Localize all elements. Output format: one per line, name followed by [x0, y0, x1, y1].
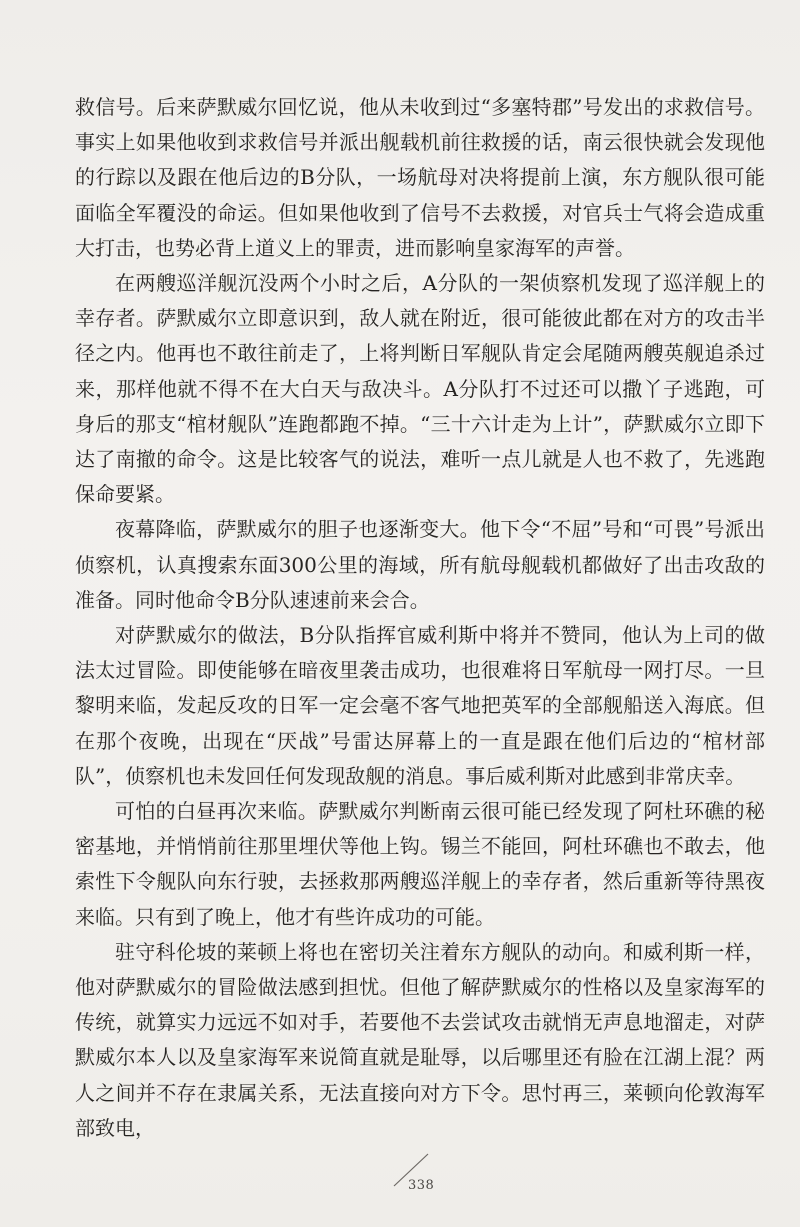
- page-footer: [380, 1150, 460, 1200]
- paragraph-3: 夜幕降临，萨默威尔的胆子也逐渐变大。他下令“不屈”号和“可畏”号派出侦察机，认真搜索东面300公里的海域，所有航母舰载机都做好了出击攻敌的准备。同时他命令B分队速速前来会合。: [75, 517, 765, 612]
- paragraph-6: 驻守科伦坡的莱顿上将也在密切关注着东方舰队的动向。和威利斯一样，他对萨默威尔的冒险做法感到担忧。但他了解萨默威尔的性格以及皇家海军的传统，就算实力远远不如对手，若要他不去尝试攻击就悄无声息地溜走，对萨默威尔本人以及皇家海军来说简直就是耻辱，以后哪里还有脸在江湖上混？两人之间并不存在隶属关系，无法直接向对方下令。思忖再三，莱顿向伦敦海军部致电，: [75, 939, 765, 1140]
- paragraph-2: 在两艘巡洋舰沉没两个小时之后，A分队的一架侦察机发现了巡洋舰上的幸存者。萨默威尔立即意识到，敌人就在附近，很可能彼此都在对方的攻击半径之内。他再也不敢往前走了，上将判断日军舰队肯定会尾随两艘英舰追杀过来，那样他就不得不在大白天与敌决斗。A分队打不过还可以撒丫子逃跑，可身后的那支“棺材舰队”连跑都跑不掉。“三十六计走为上计”，萨默威尔立即下达了南撤的命令。这是比较客气的说法，难听一点儿就是人也不救了，先逃跑保命要紧。: [75, 271, 765, 507]
- page-number: 338: [408, 1178, 435, 1193]
- paragraph-5: 可怕的白昼再次来临。萨默威尔判断南云很可能已经发现了阿杜环礁的秘密基地，并悄悄前往那里埋伏等他上钩。锡兰不能回，阿杜环礁也不敢去，他索性下令舰队向东行驶，去拯救那两艘巡洋舰上的幸存者，然后重新等待黑夜来临。只有到了晚上，他才有些许成功的可能。: [75, 799, 765, 929]
- paragraph-1: 救信号。后来萨默威尔回忆说，他从未收到过“多塞特郡”号发出的求救信号。事实上如果他收到求救信号并派出舰载机前往救援的话，南云很快就会发现他的行踪以及跟在他后边的B分队，一场航母对决将提前上演，东方舰队很可能面临全军覆没的命运。但如果他收到了信号不去救援，对官兵士气将会造成重大打击，也势必背上道义上的罪责，进而影响皇家海军的声誉。: [75, 95, 765, 260]
- paragraph-4: 对萨默威尔的做法，B分队指挥官威利斯中将并不赞同，他认为上司的做法太过冒险。即使能够在暗夜里袭击成功，也很难将日军航母一网打尽。一旦黎明来临，发起反攻的日军一定会毫不客气地把英军的全部舰船送入海底。但在那个夜晚，出现在“厌战”号雷达屏幕上的一直是跟在他们后边的“棺材部队”，侦察机也未发回任何发现敌舰的消息。事后威利斯对此感到非常庆幸。: [75, 623, 765, 788]
- body-text: [75, 90, 765, 1146]
